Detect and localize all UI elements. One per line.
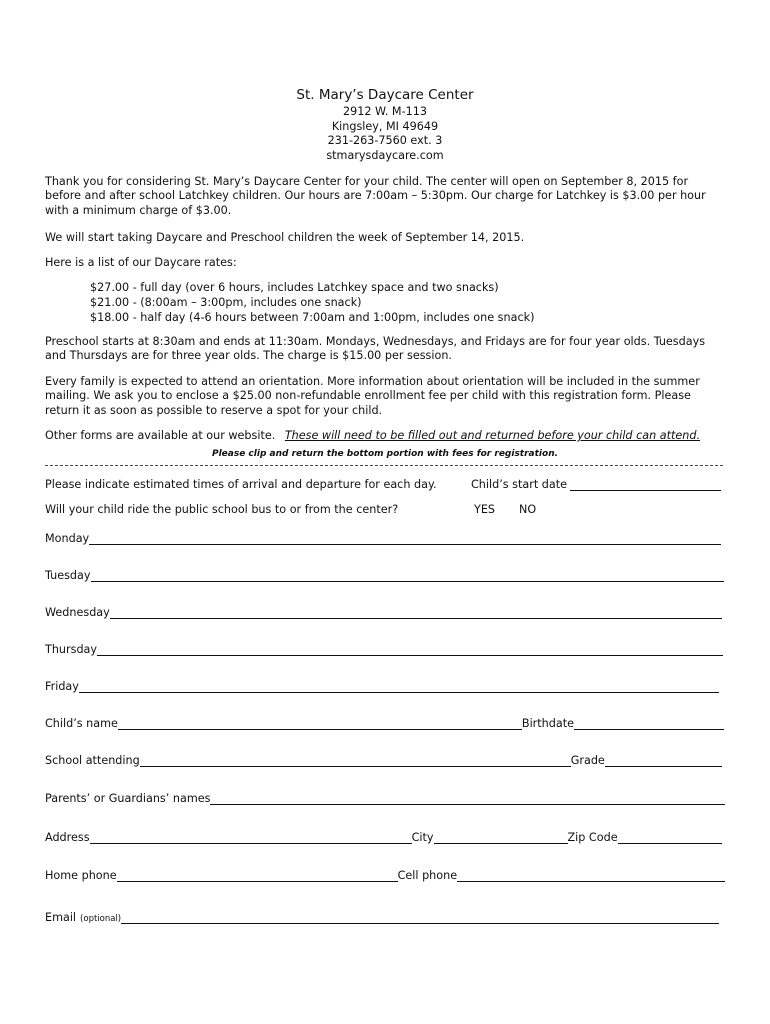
- monday-label: Monday: [45, 532, 90, 545]
- grade-label: Grade: [570, 754, 605, 767]
- clip-note: Please clip and return the bottom portion with fees for registration.: [211, 449, 559, 459]
- rate-full-day: $27.00 - full day (over 6 hours, includes Latchkey space and two snacks): [90, 281, 499, 294]
- child-name-line[interactable]: [118, 717, 522, 730]
- start-date-label: Child’s start date: [471, 478, 568, 491]
- home-phone-label: Home phone: [45, 869, 117, 882]
- thursday-line[interactable]: [97, 643, 723, 656]
- address-label: Address: [45, 831, 90, 844]
- arrival-departure-label: Please indicate estimated times of arrival and departure for each day.: [45, 478, 437, 491]
- cell-phone-line[interactable]: [457, 869, 725, 882]
- center-title: St. Mary’s Daycare Center: [296, 87, 474, 103]
- friday-label: Friday: [45, 680, 79, 693]
- child-name-label: Child’s name: [45, 717, 118, 730]
- rate-half-day: $18.00 - half day (4-6 hours between 7:00am and 1:00pm, includes one snack): [90, 311, 535, 324]
- other-forms-paragraph: [45, 429, 725, 443]
- address-line-2: Kingsley, MI 49649: [331, 120, 439, 133]
- wednesday-field[interactable]: [45, 603, 722, 619]
- monday-field[interactable]: [45, 529, 721, 545]
- tuesday-label: Tuesday: [45, 569, 91, 582]
- school-row: [45, 751, 722, 767]
- cut-line: [45, 465, 723, 466]
- phone-number: 231-263-7560 ext. 3: [327, 134, 443, 147]
- rate-school-day: $21.00 - (8:00am – 3:00pm, includes one snack): [90, 296, 362, 309]
- school-label: School attending: [45, 754, 140, 767]
- child-name-row: [45, 714, 724, 730]
- address-line[interactable]: [90, 831, 412, 844]
- tuesday-line[interactable]: [91, 569, 724, 582]
- zip-line[interactable]: [618, 831, 722, 844]
- website: stmarysdaycare.com: [326, 149, 444, 162]
- birthdate-line[interactable]: [574, 717, 724, 730]
- email-optional-note: (optional): [80, 914, 122, 924]
- thursday-field[interactable]: [45, 640, 723, 656]
- city-line[interactable]: [434, 831, 568, 844]
- wednesday-label: Wednesday: [45, 606, 110, 619]
- wednesday-line[interactable]: [110, 606, 722, 619]
- email-label: Email: [45, 911, 77, 924]
- intro-paragraph: Thank you for considering St. Mary’s Daycare Center for your child. The center will open on September 8, 2015 for before and after school Latchkey children. Our hours are 7:00am – 5:30pm. Our charge for Latchkey is $3.00 per hour with a minimum charge of $3.00.: [45, 175, 706, 217]
- city-label: City: [411, 831, 434, 844]
- address-row: [45, 828, 722, 844]
- email-line[interactable]: [121, 911, 719, 924]
- bus-yes-option[interactable]: YES: [474, 503, 496, 516]
- other-forms-emphasis: These will need to be filled out and returned before your child can attend.: [284, 429, 700, 442]
- zip-label: Zip Code: [567, 831, 618, 844]
- preschool-paragraph: Preschool starts at 8:30am and ends at 11:30am. Mondays, Wednesdays, and Fridays are for four year olds. Tuesdays and Thursdays are for three year olds. The charge is $15.00 per session.: [45, 335, 706, 363]
- friday-field[interactable]: [45, 677, 719, 693]
- start-date-line[interactable]: [570, 478, 721, 491]
- home-phone-line[interactable]: [117, 869, 398, 882]
- start-date-field[interactable]: [471, 478, 721, 491]
- friday-line[interactable]: [79, 680, 719, 693]
- thursday-label: Thursday: [45, 643, 98, 656]
- address-line-1: 2912 W. M-113: [343, 105, 427, 118]
- bus-no-option[interactable]: NO: [519, 503, 537, 516]
- parents-label: Parents’ or Guardians’ names: [45, 792, 211, 805]
- parents-line[interactable]: [210, 792, 725, 805]
- other-forms-lead: Other forms are available at our website.: [45, 429, 276, 442]
- orientation-paragraph: Every family is expected to attend an orientation. More information about orientation will be included in the summer mailing. We ask you to enclose a $25.00 non-refundable enrollment fee per child with this registration form. Please return it as soon as possible to reserve a spot for your child.: [45, 375, 700, 417]
- parents-row[interactable]: [45, 789, 725, 805]
- phone-row: [45, 866, 725, 882]
- email-row[interactable]: [45, 908, 719, 924]
- birthdate-label: Birthdate: [521, 717, 574, 730]
- tuesday-field[interactable]: [45, 566, 724, 582]
- bus-question: Will your child ride the public school bus to or from the center?: [45, 503, 399, 516]
- cell-phone-label: Cell phone: [397, 869, 458, 882]
- school-line[interactable]: [140, 754, 571, 767]
- rates-intro: Here is a list of our Daycare rates:: [45, 256, 237, 269]
- grade-line[interactable]: [605, 754, 722, 767]
- start-paragraph: We will start taking Daycare and Preschool children the week of September 14, 2015.: [45, 231, 525, 244]
- monday-line[interactable]: [89, 532, 721, 545]
